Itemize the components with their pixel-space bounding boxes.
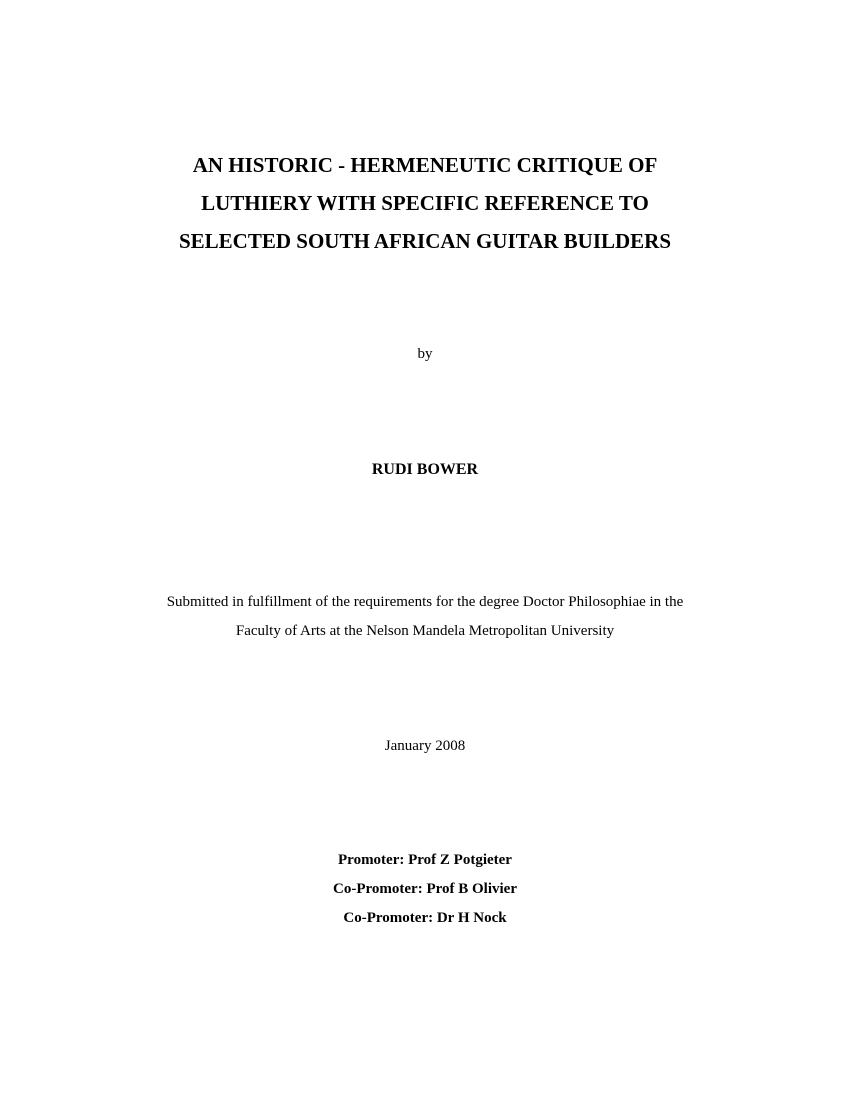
thesis-title-line-2: LUTHIERY WITH SPECIFIC REFERENCE TO: [201, 191, 649, 215]
thesis-title-line-3: SELECTED SOUTH AFRICAN GUITAR BUILDERS: [178, 229, 672, 253]
co-promoter-line-1: Co-Promoter: Prof B Olivier: [333, 881, 517, 897]
co-promoter-line-2: Co-Promoter: Dr H Nock: [343, 910, 507, 926]
submission-line-2: Faculty of Arts at the Nelson Mandela Metropolitan University: [235, 623, 615, 639]
submission-date: January 2008: [384, 738, 466, 754]
thesis-title-line-1: AN HISTORIC - HERMENEUTIC CRITIQUE OF: [192, 153, 658, 177]
promoter-line: Promoter: Prof Z Potgieter: [338, 852, 512, 868]
by-text: by: [417, 346, 433, 362]
author-name: RUDI BOWER: [371, 461, 479, 478]
submission-line-1: Submitted in fulfillment of the requirements for the degree Doctor Philosophiae in the: [166, 594, 684, 610]
